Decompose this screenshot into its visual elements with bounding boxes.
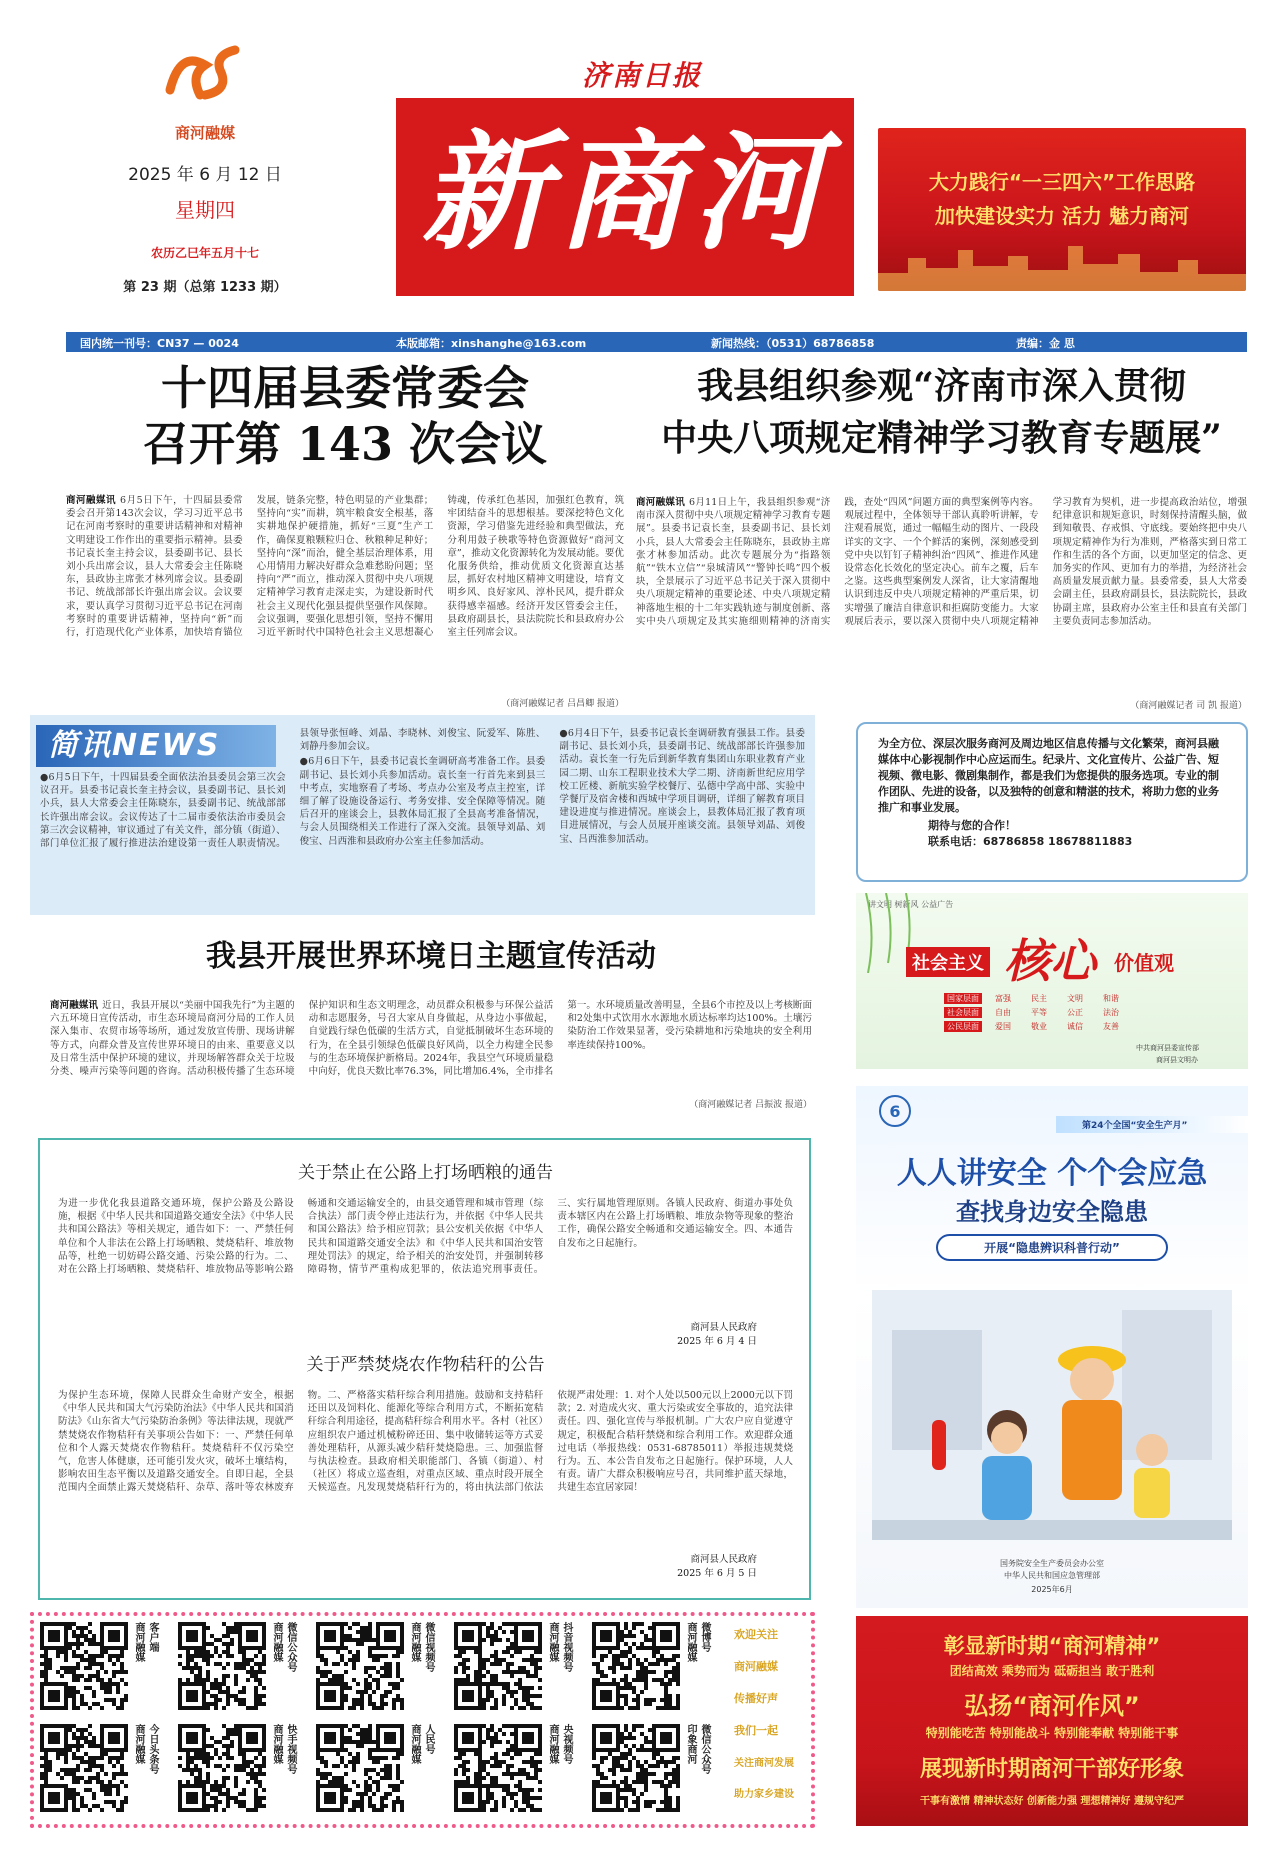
qr-slogan: 助力家乡建设: [734, 1789, 794, 1800]
qr-label: 印象商河: [685, 1724, 696, 1764]
qr-code-icon: [454, 1724, 542, 1812]
ad-values-word: 法治: [1103, 1008, 1119, 1017]
article-body: [50, 999, 812, 1095]
article-exhibition-visit: [636, 360, 1247, 711]
svg-text:6: 6: [889, 1102, 901, 1121]
spirit-line-1: 彰显新时期“商河精神”: [943, 1634, 1161, 1658]
qr-code-icon: [592, 1622, 680, 1710]
spirit-line-5: 展现新时期商河干部好形象: [919, 1757, 1184, 1782]
qr-label: 商河融媒: [271, 1622, 282, 1662]
ad-values-word: 友善: [1103, 1022, 1119, 1031]
qr-label: 客户端: [147, 1622, 158, 1652]
qr-label: 快手视频号: [285, 1724, 296, 1774]
news-brief-header: 简讯NEWS: [36, 725, 276, 767]
qr-label: 商河融媒: [547, 1622, 558, 1662]
article-lead: 商河融媒讯: [66, 495, 117, 506]
ad-values-word: 富强: [995, 994, 1011, 1003]
qr-code-icon: [316, 1622, 404, 1710]
ad-values-sponsor-2: 商河县文明办: [1156, 1056, 1198, 1064]
article-headline: 我县开展世界环境日主题宣传活动: [206, 939, 656, 974]
family-safety-illustration-icon: [872, 1270, 1232, 1540]
ad-values-tag: 社会层面: [944, 1007, 982, 1018]
qr-slogan: 商河融媒: [734, 1660, 778, 1673]
paper-title: 新商河: [420, 118, 829, 268]
qr-code-icon: [40, 1622, 128, 1710]
slogan-line-2: 加快建设实力 活力 魅力商河: [935, 204, 1189, 228]
weekday: 星期四: [175, 198, 235, 222]
article-text: 6月11日上午，我县组织参观“济南市深入贯彻中央八项规定精神学习教育专题展”。县委书记袁长奎，县委副书记、县长刘小兵，县人大常委会主任陈晓东，县政协主席张才林参加活动。此次专题展分为“指路领航”“铁木立信”“泉城清风”“警钟长鸣”四个板块，全景展示了习近平总书记关于深入贯彻中央八项规定精神的重要论述、中央八项规定精神落地生根的十二年实践轨迹与制度创新、落实中央八项规定及其实施细则精神的济南实践，查处“四风”问题方面的典型案例等内容。观展过程中，全体领导干部认真聆听讲解，专注观看展览，通过一幅幅生动的图片、一段段详实的文字、一个个鲜活的案例，深刻感受到党中央以钉钉子精神纠治“四风”、推进作风建设常态化长效化的坚定决心。前车之覆，后车之鉴。这些典型案例发人深省，让大家清醒地认识到违反中央八项规定精神的严重后果，切实增强了廉洁自律意识和拒腐防变能力。大家观展后表示，要以深入贯彻中央八项规定精神学习教育为契机，进一步提高政治站位，增强纪律意识和规矩意识，时刻保持清醒头脑，做到知敬畏、存戒惧、守底线。要始终把中央八项规定精神作为行为准则，严格落实到日常工作和生活的各个方面，以更加坚定的信念、更加务实的作风、更加有力的举措，为经济社会高质量发展贡献力量。县委常委，县人大常委会副主任，县政府副县长，县法院院长，县政协副主席，县政府办公室主任和县直有关部门主要负责同志参加活动。: [636, 497, 1247, 627]
article-credit: （商河融媒记者 吕昌卿 报道）: [501, 699, 624, 709]
slogan-line-1: 大力践行“一三四六”工作思路: [928, 170, 1196, 194]
news-brief-item-3: ●6月4日下午，县委书记袁长奎调研教育强县工作。县委副书记、县长刘小兵，县委副书记、统战部部长许强参加活动。袁长奎一行先后到新华教育集团山东职业教育产业园二期、山东工程职业技术大学二期、济南新世纪应用学校工匠楼、新航实验学校餐厅、弘德中学高中部、实验中学餐厅及宿舍楼和西城中学项目调研，详细了解教育项目建设进度与推进情况。座谈会上，县教体局汇报了教育项目进展情况，与会人员展开座谈交流。县领导刘晶、刘俊宝、吕西淮参加活动。: [559, 728, 805, 845]
news-brief-items: [40, 727, 805, 907]
qr-label: 央视频号: [561, 1724, 572, 1764]
qr-cell[interactable]: [316, 1724, 444, 1820]
news-brief: [30, 715, 815, 915]
ad-values-word: 文明: [1067, 994, 1083, 1003]
safety-issuer-1: 国务院安全生产委员会办公室: [1000, 1559, 1104, 1568]
brand-name: 商河融媒: [174, 124, 235, 142]
notice-date: 2025 年 6 月 5 日: [677, 1568, 757, 1579]
info-hotline: 新闻热线：（0531）68786858: [711, 337, 875, 350]
safety-action: 开展“隐患辨识科普行动”: [936, 1234, 1168, 1261]
qr-code-icon: [454, 1622, 542, 1710]
notice-road-grain: [58, 1158, 793, 1358]
issue-date: 2025 年 6 月 12 日: [128, 165, 282, 185]
qr-cell[interactable]: [592, 1724, 720, 1820]
article-text: 近日，我县开展以“美丽中国我先行”为主题的六五环境日宣传活动，市生态环境局商河分局的工作人员深入集市、农贸市场等场所，通过发放宣传册、现场讲解等方式，向群众普及宣传世界环境日的由来、重要意义以及日常生活中保护环境的建议，并现场解答群众关于垃圾分类、噪声污染等问题的咨询。活动积极传播了生态环境保护知识和生态文明理念，动员群众积极参与环保公益活动和志愿服务，号召大家从自身做起，从身边小事做起，自觉践行绿色低碳的生活方式，自觉抵制破坏生态环境的行为，在全县引领绿色低碳良好风尚，以全力构建全民参与的生态环境保护新格局。2024年，我县空气环境质量稳中向好，优良天数比率76.3%，同比增加6.4%，全市排名第一。水环境质量改善明显，全县6个市控及以上考核断面和2处集中式饮用水水源地水质达标率均达100%。土壤污染防治工作效果显著，受污染耕地和污染地块的安全利用率连续保持100%。: [50, 1000, 812, 1078]
ad-shanghe-spirit: [856, 1616, 1248, 1826]
article-standing-committee: [66, 360, 624, 709]
safety-badge: 第24个全国“安全生产月”: [1056, 1116, 1248, 1133]
ad-values-big: 核心: [1004, 934, 1096, 988]
qr-slogan: 我们一起: [734, 1724, 778, 1737]
title-block: [396, 98, 854, 296]
info-bar: [66, 332, 1247, 352]
ad-media-production: [856, 722, 1248, 882]
ad-media-closing: 期待与您的合作！: [928, 819, 1016, 832]
safety-issuer-2: 中华人民共和国应急管理部: [1004, 1571, 1100, 1580]
qr-cell[interactable]: [316, 1622, 444, 1718]
ad-values-tag: 国家层面: [944, 993, 982, 1004]
qr-label: 人民号: [423, 1724, 434, 1754]
qr-label: 抖音视频号: [561, 1622, 572, 1672]
qr-label: 微信公众号: [285, 1622, 296, 1672]
news-brief-item-1: ●6月5日下午，十四届县委全面依法治县委员会第三次会议召开。县委书记袁长奎主持会议，县委副书记、县长刘小兵，县人大常委会主任陈晓东，县委副书记、统战部部长许强出席会议。会议传达了十二届市委依法治市委员会第三次会议精神，审议通过了有关文件，部分镇（街道）、部门单位汇报了履行推进法治建设第一责任人职责情况。县领导张恒峰、刘晶、李晓林、刘俊宝、阮爱军、陈胜、刘静丹参加会议。: [40, 728, 546, 850]
safety-headline: 人人讲安全 个个会应急: [896, 1156, 1208, 1191]
spirit-line-4: 特别能吃苦 特别能战斗 特别能奉献 特别能干事: [925, 1726, 1179, 1740]
qr-label: 商河融媒: [133, 1724, 144, 1764]
skyline-decoration: [878, 238, 1246, 291]
qr-label: 微博号: [699, 1622, 710, 1652]
notice-signer: 商河县人民政府: [690, 1322, 757, 1333]
qr-code-icon: [178, 1622, 266, 1710]
qr-slogan: 欢迎关注: [734, 1628, 778, 1641]
ad-values-word: 公正: [1067, 1008, 1083, 1017]
slogan-box: [878, 128, 1246, 291]
qr-row: [40, 1622, 720, 1718]
article-headline-line-1: 我县组织参观“济南市深入贯彻: [697, 365, 1186, 407]
qr-cell[interactable]: [592, 1622, 720, 1718]
safety-logo-icon: [878, 1094, 912, 1132]
ad-values-word: 和谐: [1103, 994, 1119, 1003]
qr-code-icon: [592, 1724, 680, 1812]
qr-slogan: 关注商河发展: [734, 1758, 794, 1769]
qr-cell[interactable]: [178, 1622, 306, 1718]
article-lead: 商河融媒讯: [50, 1000, 99, 1011]
article-body: [636, 496, 1247, 696]
info-serial: 国内统一刊号：CN37 — 0024: [80, 337, 239, 350]
qr-label: 微信视频号: [423, 1622, 434, 1672]
qr-label: 商河融媒: [409, 1724, 420, 1764]
safety-illustration: [872, 1270, 1232, 1540]
article-text: 6月5日下午，十四届县委常委会召开第143次会议，学习习近平总书记在河南考察时的重要讲话精神和对精神文明建设工作作出的重要指示精神。县委书记袁长奎主持会议，县委副书记、县长刘小兵出席会议，县人大常委会主任陈晓东，县政协主席张才林列席会议。县委副书记、统战部部长许强出席会议。会议要求，要认真学习贯彻习近平总书记在河南考察时的重要讲话精神，坚持向“新”而行，打造现代化产业体系，加快培育锚位发展，链条完整，特色明显的产业集群；坚持向“实”而耕，筑牢粮食安全根基，落实耕地保护硬措施，抓好“三夏”生产工作，确保夏粮颗粒归仓、秋粮种足种好；坚持向“深”而治，健全基层治理体系，用心用情用力解决好群众急难愁盼问题；坚持向“严”而立，推动深入贯彻中央八项规定精神学习教育走深走实，为建设新时代社会主义现代化强县提供坚强作风保障。会议强调，要强化思想引领，坚持不懈用习近平新时代中国特色社会主义思想凝心铸魂，传承红色基因，加强红色教育，筑牢团结奋斗的思想根基。要深挖特色文化资源，学习借鉴先进经验和典型做法，充分利用鼓子秧歌等特色资源做好“商河文章”，推动文化资源转化为发展动能。要优化服务供给，推动优质文化资源直达基层，抓好农村地区精神文明建设，培育文明乡风、良好家风、淳朴民风，提升群众获得感幸福感。经济开发区管委会主任，县政府副县长，县法院院长和县政府办公室主任列席会议。: [66, 495, 624, 639]
safety-subhead: 查找身边安全隐患: [956, 1198, 1148, 1226]
qr-code-icon: [178, 1724, 266, 1812]
qr-slogan: 传播好声: [734, 1692, 778, 1705]
spirit-line-3: 弘扬“商河作风”: [964, 1692, 1140, 1720]
ad-values-row: [944, 1021, 1144, 1032]
qr-cell[interactable]: [40, 1724, 168, 1820]
ad-values-word: 自由: [995, 1008, 1011, 1017]
qr-label: 商河融媒: [685, 1622, 696, 1662]
ad-values-word: 平等: [1031, 1008, 1047, 1017]
info-email: 本版邮箱：xinshanghe@163.com: [396, 337, 587, 350]
ad-values-row: [944, 993, 1144, 1004]
notice-signer: 商河县人民政府: [690, 1554, 757, 1565]
qr-label: 商河融媒: [409, 1622, 420, 1662]
ad-values-prefix: 社会主义: [906, 947, 990, 977]
qr-row: [40, 1724, 720, 1820]
qr-label: 商河融媒: [133, 1622, 144, 1662]
brand-logo-icon: [160, 40, 250, 110]
ad-values-word: 爱国: [995, 1022, 1011, 1031]
ad-values-sponsor-1: 中共商河县委宣传部: [1136, 1044, 1199, 1052]
notice-date: 2025 年 6 月 4 日: [677, 1336, 757, 1347]
ad-core-values: [856, 893, 1248, 1069]
ad-values-word: 敬业: [1031, 1022, 1047, 1031]
ad-values-table: [944, 993, 1144, 1032]
notice-title: 关于禁止在公路上打场晒粮的通告: [298, 1163, 553, 1183]
article-headline-line-1: 十四届县委常委会: [161, 361, 529, 415]
article-credit: （商河融媒记者 司 凯 报道）: [1130, 701, 1247, 711]
qr-cell[interactable]: [454, 1724, 582, 1820]
qr-cell[interactable]: [178, 1724, 306, 1820]
news-brief-item-2: ●6月6日下午，县委书记袁长奎调研高考准备工作。县委副书记、县长刘小兵参加活动。袁长奎一行首先来到县三中考点，实地察看了考场、考点办公室及考点主控室，详细了解了设施设备运行、考务安排、安全保障等情况。随后召开的座谈会上，县教体局汇报了全县高考准备情况，与会人员围绕相关工作进行了深入交流。县领导刘晶、刘俊宝、吕西淮和县政府办公室主任参加活动。: [299, 756, 546, 847]
parent-paper: 济南日报: [581, 59, 702, 92]
qr-label: 商河融媒: [271, 1724, 282, 1764]
ad-values-word: 民主: [1031, 994, 1047, 1003]
qr-code-icon: [40, 1724, 128, 1812]
qr-label: 今日头条号: [147, 1724, 158, 1774]
qr-label: 微信公众号: [699, 1724, 710, 1774]
qr-cell[interactable]: [454, 1622, 582, 1718]
spirit-line-6: 干事有激情 精神状态好 创新能力强 理想精神好 遵规守纪严: [920, 1796, 1184, 1807]
notice-title: 关于严禁焚烧农作物秸秆的公告: [306, 1355, 545, 1375]
ad-values-note: 讲文明 树新风 公益广告: [868, 900, 954, 909]
ad-safety-month: [856, 1086, 1248, 1608]
qr-cell[interactable]: [40, 1622, 168, 1718]
spirit-line-2: 团结高效 乘势而为 砥砺担当 敢于胜利: [949, 1664, 1155, 1678]
masthead: [0, 0, 1280, 330]
notice-body: 为保护生态环境，保障人民群众生命财产安全，根据《中华人民共和国大气污染防治法》《中华人民共和国消防法》《山东省大气污染防治条例》等法律法规，现就严禁焚烧农作物秸秆有关事项公告如下：一、严禁任何单位和个人露天焚烧农作物秸秆。焚烧秸秆不仅污染空气，危害人体健康，还可能引发火灾，破坏土壤结构，影响农田生态平衡以及道路交通安全。自即日起，全县范围内全面禁止露天焚烧秸秆、杂草、落叶等农林废弃物。二、严格落实秸秆综合利用措施。鼓励和支持秸秆还田以及饲料化、能源化等综合利用方式，不断拓宽秸秆综合利用途径，提高秸秆综合利用水平。各村（社区）应组织农户通过机械粉碎还田、集中收储转运等方式妥善处理秸秆，从源头减少秸秆焚烧隐患。三、加强监督与执法检查。县政府相关职能部门、各镇（街道）、村（社区）将成立巡查组，对重点区域、重点时段开展全天候巡查。凡发现焚烧秸秆行为的，将由执法部门依法依规严肃处理：1. 对个人处以500元以上2000元以下罚款；2. 对造成火灾、重大污染或安全事故的，追究法律责任。四、强化宣传与举报机制。广大农户应自觉遵守规定，积极配合秸秆禁烧和综合利用工作。欢迎群众通过电话（举报热线：0531-68785011）举报违规焚烧行为。五、本公告自发布之日起施行。保护环境，人人有责。请广大群众积极响应号召，共同维护蓝天绿地，共建生态宜居家园！: [58, 1390, 793, 1494]
info-editor: 责编：金 思: [1016, 337, 1075, 350]
qr-slogan-column: [734, 1626, 806, 1800]
qr-code-panel: [30, 1612, 815, 1828]
article-credit: （商河融媒记者 吕振波 报道）: [689, 1100, 812, 1110]
notice-body: 为进一步优化我县道路交通环境，保护公路及公路设施，根据《中华人民共和国道路交通安全法》《中华人民共和国公路法》等相关规定，通告如下：一、严禁任何单位和个人非法在公路上打场晒粮、焚烧秸秆、堆放物品等，杜绝一切妨碍公路交通、污染公路的行为。二、对在公路上打场晒粮、焚烧秸秆、堆放物品等影响公路畅通和交通运输安全的，由县交通管理和城市管理（综合执法）部门责令停止违法行为，并依据《中华人民共和国公路法》给予相应罚款；县公安机关依据《中华人民共和国道路交通安全法》和《中华人民共和国治安管理处罚法》的规定，给予相关的治安处罚，并强制转移障碍物，情节严重构成犯罪的，依法追究刑事责任。三、实行属地管理原则。各镇人民政府、街道办事处负责本辖区内在公路上打场晒粮、堆放杂物等现象的整治工作，确保公路安全畅通和交通运输安全。四、本通告自发布之日起施行。: [58, 1198, 793, 1276]
qr-code-icon: [316, 1724, 404, 1812]
article-body: [66, 494, 624, 694]
ad-values-word: 诚信: [1067, 1022, 1083, 1031]
article-environment-day: [50, 935, 812, 1115]
ad-media-body: 为全方位、深层次服务商河及周边地区信息传播与文化繁荣，商河县融媒体中心影视制作中心应运而生。纪录片、文化宣传片、公益广告、短视频、微电影、微剧集制作，都是我们为您提供的服务选项。专业的制作团队、先进的设备，以及独特的创意和精湛的技术，将助力您的业务推广和事业发展。: [878, 737, 1219, 814]
article-headline-line-2: 召开第 143 次会议: [142, 417, 548, 471]
ad-media-contact: 联系电话：68786858 18678811883: [928, 835, 1133, 848]
ad-values-row: [944, 1007, 1144, 1018]
safety-date: 2025年6月: [1031, 1585, 1073, 1594]
article-headline-line-2: 中央八项规定精神学习教育专题展”: [661, 417, 1222, 459]
issue-number: 第 23 期（总第 1233 期）: [123, 280, 287, 295]
notice-straw-burning: [58, 1350, 793, 1590]
qr-label: 商河融媒: [547, 1724, 558, 1764]
ad-values-tag: 公民层面: [944, 1021, 982, 1032]
brand-logo: [160, 40, 250, 110]
notices-box: [38, 1138, 811, 1600]
lunar-date: 农历乙巳年五月十七: [150, 246, 259, 260]
article-lead: 商河融媒讯: [636, 497, 686, 508]
ad-values-suffix: 价值观: [1114, 951, 1174, 975]
